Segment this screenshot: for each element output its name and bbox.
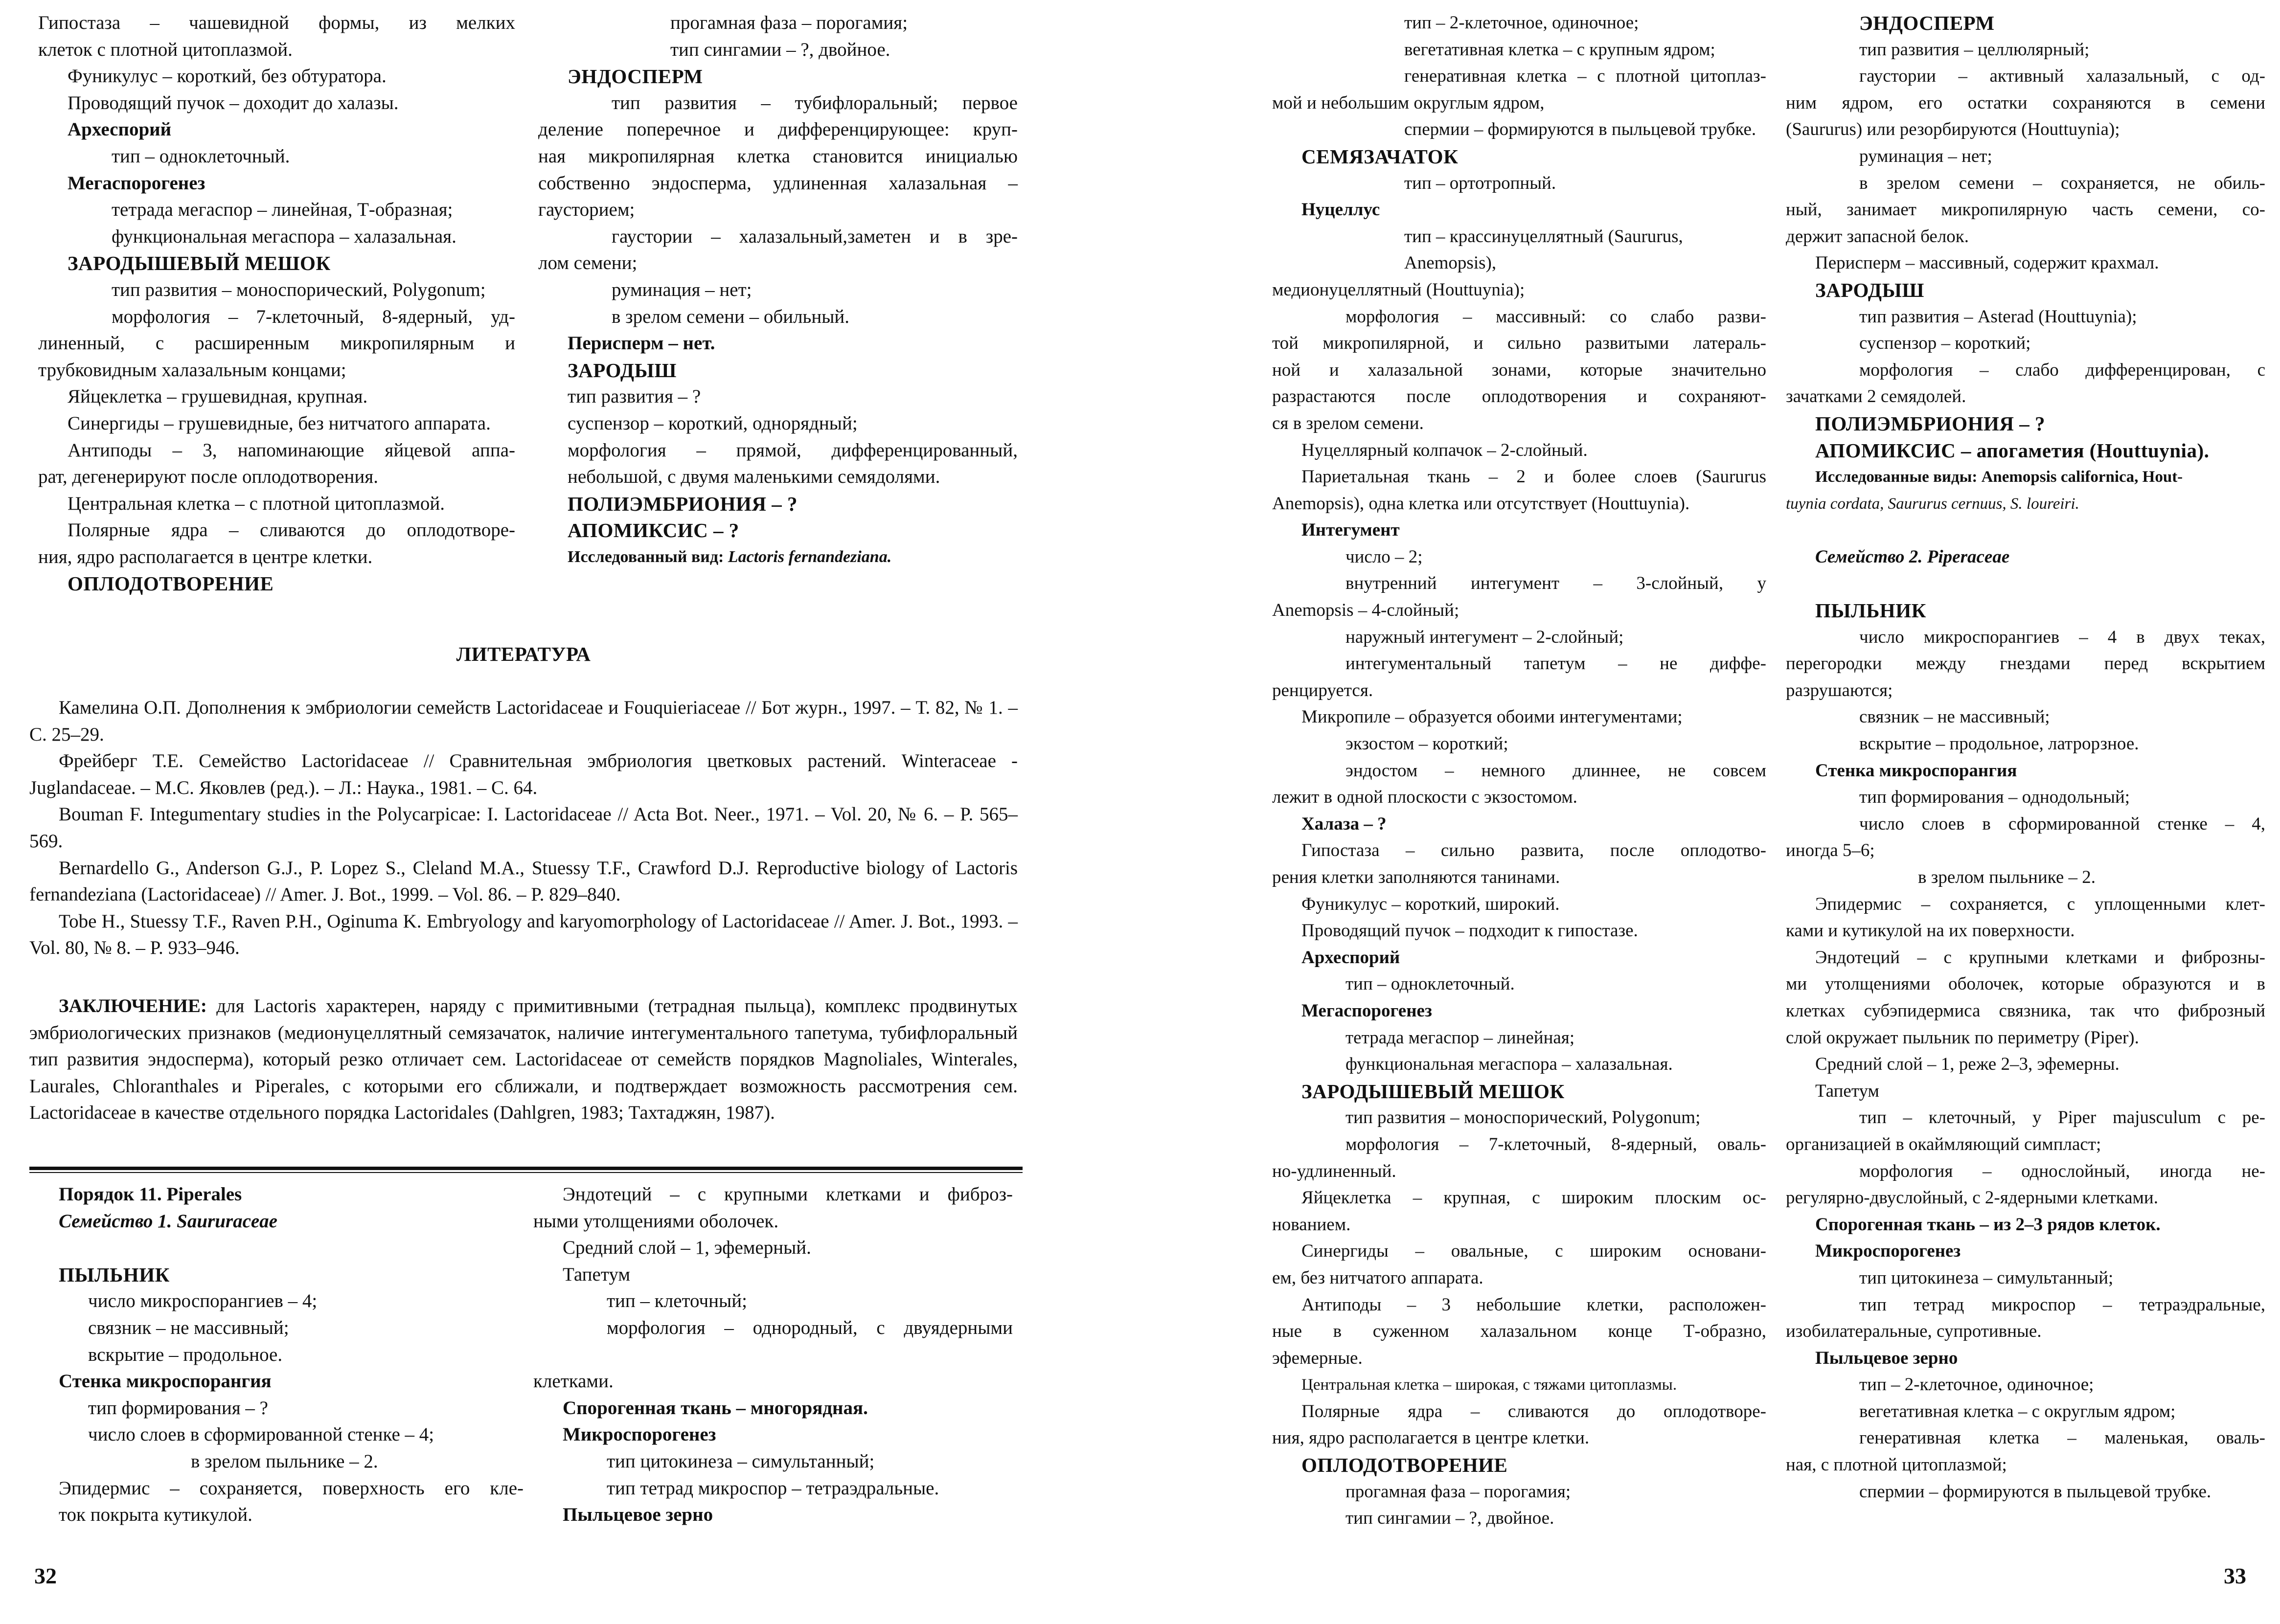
text-line: Эндотеций – с крупными клетками и фиброзны- — [1815, 947, 2265, 968]
text-line: тип – одноклеточный. — [1345, 974, 1515, 994]
text-line: ми утолщениями оболочек, которые образуются и в — [1786, 974, 2265, 994]
text-line: ный, занимает микропилярную часть семени, со- — [1786, 200, 2265, 220]
text-line: мой и небольшим округлым ядром, — [1272, 92, 1545, 113]
text-line: тип – клеточный; — [607, 1290, 747, 1312]
studied-species-label: Исследованный вид: — [568, 547, 724, 566]
conclusion-text: для Lactoris характерен, наряду с примитивными (тетрадная пыльца), комплекс продвинутых эмбриологических признаков (медионуцеллятный семязачаток, наличие интегументального тапетума, тубифлоральный тип развития эндосперма), который резко отличает сем. Lactoridaceae от семейств порядков Magnoliales, Winterales, Laurales, Chloranthales и Piperales, с которыми его сближали, и подтверждает возможность рассмотрения сем. Lactoridaceae в качестве отдельного порядка Lactoridales (Dahlgren, 1983; Тахтаджян, 1987). — [29, 995, 1018, 1124]
text-line: Антиподы – 3 небольшие клетки, расположен- — [1301, 1294, 1766, 1315]
text-line: тетрада мегаспор – линейная, Т-образная; — [112, 199, 453, 221]
text-line: тип развития – моноспорический, Polygonum; — [112, 279, 486, 300]
text-line: лом семени; — [538, 252, 638, 274]
section-subheading: Микроспорогенез — [563, 1424, 716, 1445]
section-subheading: Археспорий — [68, 119, 172, 140]
text-line: небольшой, с двумя маленькими семядолями. — [568, 466, 940, 488]
text-line: трубковидным халазальным концами; — [38, 359, 346, 381]
text-line: ток покрыта кутикулой. — [59, 1504, 252, 1526]
section-subheading: Перисперм – нет. — [568, 333, 715, 354]
text-line: ренцируется. — [1272, 680, 1373, 700]
left-bottom-right-column — [533, 1181, 1013, 1529]
text-line: регулярно-двуслойный, с 2-ядерными клетками. — [1786, 1188, 2158, 1208]
text-line: гаустории – халазальный,заметен и в зре- — [612, 226, 1018, 247]
text-line: наружный интегумент – 2-слойный; — [1345, 627, 1624, 647]
text-line: функциональная мегаспора – халазальная. — [112, 226, 456, 247]
text-line: морфология – однородный, с двуядерными — [607, 1317, 1013, 1338]
text-line: Перисперм – массивный, содержит крахмал. — [1815, 253, 2159, 273]
text-line: Фуникулус – короткий, без обтуратора. — [68, 66, 387, 87]
text-line: связник – не массивный; — [1859, 707, 2050, 727]
section-subheading: Халаза – ? — [1301, 813, 1387, 834]
text-line: Полярные ядра – сливаются до оплодотворе- — [1301, 1401, 1766, 1421]
text-line: вегетативная клетка – с крупным ядром; — [1404, 39, 1715, 60]
text-line: тип цитокинеза – симультанный; — [607, 1450, 875, 1472]
text-line: спермии – формируются в пыльцевой трубке. — [1404, 119, 1756, 140]
text-line: Гипостаза – чашевидной формы, из мелких — [38, 12, 515, 33]
text-line: руминация – нет; — [612, 279, 752, 300]
text-line: линенный, с расширенным микропилярным и — [38, 333, 515, 354]
text-line: ния, ядро располагается в центре клетки. — [1272, 1428, 1590, 1448]
text-line: Anemopsis – 4-слойный; — [1272, 600, 1459, 621]
spacer — [1786, 570, 2265, 597]
page-number-left: 32 — [34, 1563, 57, 1588]
text-line: медионуцеллятный (Houttuynia); — [1272, 279, 1525, 300]
reference-item: Bouman F. Integumentary studies in the Polycarpicae: I. Lactoridaceae // Acta Bot. Neer., 1971. – Vol. 20, № 6. – P. 565–569. — [29, 804, 1018, 852]
text-line: число микроспорангиев – 4; — [88, 1290, 318, 1312]
section-divider-thin — [29, 1172, 1023, 1173]
section-subheading: Нуцеллус — [1301, 200, 1380, 220]
text-line: число слоев в сформированной стенке – 4; — [88, 1424, 434, 1445]
text-line: тип развития – целлюлярный; — [1859, 39, 2090, 60]
page-number-right: 33 — [2224, 1563, 2246, 1588]
section-heading: ЭНДОСПЕРМ — [1859, 12, 1995, 34]
text-line: тип формирования – ? — [88, 1397, 268, 1419]
text-line: иногда 5–6; — [1786, 840, 1875, 861]
section-heading: ЗАРОДЫШ — [568, 359, 677, 382]
reference-item: Камелина О.П. Дополнения к эмбриологии семейств Lactoridaceae и Fouquieriaceae // Бот журн., 1997. – Т. 82, № 1. – С. 25–29. — [29, 697, 1018, 745]
text-line: Микропиле – образуется обоими интегументами; — [1301, 707, 1683, 727]
text-line: связник – не массивный; — [88, 1317, 289, 1338]
section-heading: ПЫЛЬНИК — [59, 1263, 170, 1286]
text-line: Средний слой – 1, эфемерный. — [563, 1237, 811, 1259]
text-line: тип – ортотропный. — [1404, 173, 1556, 193]
section-subheading: Пыльцевое зерно — [1815, 1348, 1958, 1368]
section-heading: ОПЛОДОТВОРЕНИЕ — [68, 572, 274, 595]
text-line: лежит в одной плоскости с экзостомом. — [1272, 787, 1577, 808]
text-line: функциональная мегаспора – халазальная. — [1345, 1054, 1673, 1075]
section-subheading: Мегаспорогенез — [1301, 1000, 1432, 1021]
right-right-column — [1786, 10, 2265, 1505]
text-line: тип сингамии – ?, двойное. — [1345, 1508, 1554, 1529]
text-line: ния, ядро располагается в центре клетки. — [38, 546, 373, 567]
text-line: тип развития – Asterad (Houttuynia); — [1859, 306, 2137, 327]
text-line: морфология – прямой, дифференцированный, — [568, 439, 1018, 461]
text-line: Спорогенная ткань – многорядная. — [563, 1397, 868, 1419]
text-line: в зрелом семени – сохраняется, не обиль- — [1859, 173, 2265, 193]
section-divider — [29, 1167, 1023, 1170]
text-line: в зрелом семени – обильный. — [612, 306, 850, 327]
text-line: тип цитокинеза – симультанный; — [1859, 1267, 2114, 1288]
text-line: число – 2; — [1345, 546, 1423, 567]
text-line: зачатками 2 семядолей. — [1786, 386, 1966, 407]
text-line: ся в зрелом семени. — [1272, 413, 1424, 433]
text-line: морфология – 7-клеточный, 8-ядерный, уд- — [112, 306, 515, 327]
text-line: разрастаются после оплодотворения и сохраняют- — [1272, 386, 1766, 407]
section-heading: СЕМЯЗАЧАТОК — [1301, 145, 1459, 168]
text-line: клеток с плотной цитоплазмой. — [38, 39, 293, 60]
text-line: в зрелом пыльнике – 2. — [1918, 867, 2096, 887]
text-line: Париетальная ткань – 2 и более слоев (Saururus — [1301, 467, 1766, 487]
text-line: эфемерные. — [1272, 1348, 1363, 1368]
section-heading: АПОМИКСИС – апогаметия (Houttuynia). — [1815, 439, 2210, 462]
text-line: вскрытие – продольное. — [88, 1344, 283, 1365]
section-subheading: Стенка микроспорангия — [1815, 760, 2017, 781]
text-line: тип развития – моноспорический, Polygonum; — [1345, 1107, 1701, 1128]
text-line: генеративная клетка – маленькая, оваль- — [1859, 1428, 2265, 1448]
text-line: рения клетки заполняются танинами. — [1272, 867, 1560, 887]
text-line: той микропилярной, и сильно развитыми латераль- — [1272, 333, 1766, 354]
section-heading: АПОМИКСИС – ? — [568, 519, 739, 542]
text-line: изобилатеральные, супротивные. — [1786, 1321, 2042, 1342]
text-line: Исследованные виды: Anemopsis californica, Hout- — [1815, 468, 2183, 486]
text-line: эндостом – немного длиннее, не совсем — [1345, 760, 1766, 781]
section-heading: ЗАРОДЫШЕВЫЙ МЕШОК — [68, 252, 331, 275]
text-line: нованием. — [1272, 1214, 1351, 1235]
text-line: суспензор – короткий; — [1859, 333, 2031, 354]
text-line: экзостом – короткий; — [1345, 734, 1508, 754]
text-line: ная микропилярная клетка становится инициалью — [538, 145, 1018, 167]
spacer — [59, 1235, 524, 1262]
text-line: Гипостаза – сильно развита, после оплодотво- — [1301, 840, 1766, 861]
text-line: Тапетум — [1815, 1081, 1879, 1101]
section-heading: ПОЛИЭМБРИОНИЯ – ? — [568, 492, 798, 515]
left-bottom-left-column — [59, 1181, 524, 1529]
text-line: вегетативная клетка – с округлым ядром; — [1859, 1401, 2176, 1421]
section-subheading: Мегаспорогенез — [68, 172, 205, 194]
text-line: тип развития – тубифлоральный; первое — [612, 92, 1018, 113]
text-line: вскрытие – продольное, латрорзное. — [1859, 734, 2139, 754]
text-line: тип – одноклеточный. — [112, 145, 290, 167]
text-line: клетках субэпидермиса связника, так что фиброзный — [1786, 1000, 2265, 1021]
section-heading: ЭНДОСПЕРМ — [568, 65, 703, 88]
section-heading: ОПЛОДОТВОРЕНИЕ — [1301, 1454, 1508, 1477]
text-line: морфология – массивный: со слабо разви- — [1345, 306, 1766, 327]
section-heading: ЗАРОДЫШ — [1815, 278, 1924, 301]
family-heading: Семейство 1. Saururaceae — [59, 1210, 277, 1232]
text-line: руминация – нет; — [1859, 146, 1992, 166]
text-line: прогамная фаза – порогамия; — [1345, 1481, 1571, 1502]
text-line: слой окружает пыльник по периметру (Piper). — [1786, 1027, 2139, 1048]
text-line: Тапетум — [563, 1263, 631, 1285]
text-line: Яйцеклетка – грушевидная, крупная. — [68, 386, 368, 407]
text-line: ним ядром, его остатки сохраняются в семени — [1786, 92, 2265, 113]
text-line: тип – 2-клеточное, одиночное; — [1404, 13, 1639, 33]
studied-species — [538, 544, 1018, 571]
text-line: Проводящий пучок – доходит до халазы. — [68, 92, 399, 113]
section-subheading: Стенка микроспорангия — [59, 1371, 272, 1392]
text-line: генеративная клетка – с плотной цитоплаз- — [1404, 66, 1766, 87]
text-line: ем, без нитчатого аппарата. — [1272, 1267, 1483, 1288]
text-line: морфология – 7-клеточный, 8-ядерный, оваль- — [1345, 1134, 1766, 1154]
text-line: ками и кутикулой на их поверхности. — [1786, 921, 2075, 941]
text-line: Нуцеллярный колпачок – 2-слойный. — [1301, 440, 1588, 460]
text-line: ной и халазальной зонами, которые значительно — [1272, 360, 1766, 380]
left-top-left-column — [38, 10, 515, 597]
text-line: ные в суженном халазальном конце Т-образно, — [1272, 1321, 1766, 1342]
text-line: (Saururus) или резорбируются (Houttuynia); — [1786, 119, 2120, 140]
section-heading: ЗАРОДЫШЕВЫЙ МЕШОК — [1301, 1080, 1565, 1103]
text-line: Полярные ядра – сливаются до оплодотворе- — [68, 519, 515, 541]
text-line: Эпидермис – сохраняется, с уплощенными клет- — [1815, 894, 2265, 914]
text-line: Центральная клетка – широкая, с тяжами цитоплазмы. — [1301, 1376, 1677, 1394]
order-heading: Порядок 11. Piperales — [59, 1184, 242, 1205]
section-heading: ПЫЛЬНИК — [1815, 599, 1926, 622]
text-line: спермии – формируются в пыльцевой трубке. — [1859, 1481, 2212, 1502]
text-line: ными утолщениями оболочек. — [533, 1210, 779, 1232]
text-line: морфология – слабо дифференцирован, с — [1859, 360, 2265, 380]
right-left-column — [1272, 10, 1766, 1532]
text-line: разрушаются; — [1786, 680, 1893, 700]
text-line: клетками. — [533, 1371, 614, 1392]
text-line: Средний слой – 1, реже 2–3, эфемерны. — [1815, 1054, 2120, 1075]
studied-species-name: Lactoris fernandeziana. — [728, 547, 892, 566]
text-line: Антиподы – 3, напоминающие яйцевой аппа- — [68, 439, 515, 461]
section-subheading: Интегумент — [1301, 520, 1400, 541]
text-line: гаусторием; — [538, 199, 635, 221]
text-line: Фуникулус – короткий, широкий. — [1301, 894, 1560, 914]
text-line: Центральная клетка – с плотной цитоплазмой. — [68, 493, 445, 514]
text-line: тип тетрад микроспор – тетраэдральные, — [1859, 1294, 2265, 1315]
text-line: тип сингамии – ?, двойное. — [670, 39, 890, 60]
text-line: Эндотеций – с крупными клетками и фиброз- — [563, 1184, 1013, 1205]
text-line: тип тетрад микроспор – тетраэдральные. — [607, 1477, 939, 1499]
left-top-right-column — [538, 10, 1018, 570]
text-line: собственно эндосперма, удлиненная халазальная – — [538, 172, 1018, 194]
text-line: число микроспорангиев – 4 в двух теках, — [1859, 627, 2265, 647]
text-line: рат, дегенерируют после оплодотворения. — [38, 466, 378, 488]
text-line: ная, с плотной цитоплазмой; — [1786, 1455, 2007, 1475]
text-line: деление поперечное и дифференцирующее: круп- — [538, 119, 1018, 140]
text-line: Проводящий пучок – подходит к гипостазе. — [1301, 921, 1638, 941]
text-line: тип – 2-клеточное, одиночное; — [1859, 1375, 2094, 1395]
text-line: организацией в окаймляющий симпласт; — [1786, 1134, 2101, 1154]
text-line: гаустории – активный халазальный, с од- — [1859, 66, 2265, 87]
references-list — [29, 695, 1018, 962]
spacer — [1786, 517, 2265, 544]
text-line: тетрада мегаспор – линейная; — [1345, 1027, 1575, 1048]
literature-title — [29, 641, 1018, 669]
text-line: интегументальный тапетум – не диффе- — [1345, 654, 1766, 674]
text-line: Синергиды – грушевидные, без нитчатого аппарата. — [68, 412, 491, 434]
reference-item: Фрейберг Т.Е. Семейство Lactoridaceae // Сравнительная эмбриология цветковых растений. Winteraceae - Juglandaceae. – М.С. Яковлев (ред.). – Л.: Наука., 1981. – С. 64. — [29, 750, 1018, 798]
reference-item: Bernardello G., Anderson G.J., P. Lopez S., Cleland M.A., Stuessy T.F., Crawford D.J. Reproductive biology of Lactoris fernandeziana (Lactoridaceae) // Amer. J. Bot., 1999. – Vol. 86. – P. 829–840. — [29, 857, 1018, 905]
text-line: тип – крассинуцеллятный (Saururus, Anemopsis), — [1404, 226, 1683, 273]
text-line: tuynia cordata, Saururus cernuus, S. loureiri. — [1786, 495, 2079, 513]
text-line: Спорогенная ткань – из 2–3 рядов клеток. — [1815, 1214, 2161, 1235]
text-line: но-удлиненный. — [1272, 1161, 1396, 1181]
section-heading: ПОЛИЭМБРИОНИЯ – ? — [1815, 412, 2046, 435]
text-line: морфология – однослойный, иногда не- — [1859, 1161, 2265, 1181]
text-line: тип – клеточный, у Piper majusculum с ре- — [1859, 1107, 2265, 1128]
text-line: Синергиды – овальные, с широким основани- — [1301, 1241, 1766, 1262]
spacer — [533, 1342, 1013, 1369]
reference-item: Tobe H., Stuessy T.F., Raven P.H., Oginuma K. Embryology and karyomorphology of Lactoridaceae // Amer. J. Bot., 1993. – Vol. 80, № 8. – P. 933–946. — [29, 910, 1018, 959]
text-line: перегородки между гнездами перед вскрытием — [1786, 654, 2265, 674]
conclusion — [29, 993, 1018, 1127]
text-line: Эпидермис – сохраняется, поверхность его кле- — [59, 1477, 524, 1499]
section-subheading: Пыльцевое зерно — [563, 1504, 713, 1526]
text-line: Anemopsis), одна клетка или отсутствует (Houttuynia). — [1272, 493, 1690, 514]
text-line: держит запасной белок. — [1786, 226, 1969, 247]
section-subheading: Микроспорогенез — [1815, 1241, 1961, 1262]
text-line: внутренний интегумент – 3-слойный, у — [1345, 573, 1766, 594]
literature-heading: ЛИТЕРАТУРА — [456, 643, 591, 665]
text-line: число слоев в сформированной стенке – 4, — [1859, 813, 2265, 834]
conclusion-label: ЗАКЛЮЧЕНИЕ: — [59, 995, 207, 1016]
text-line: в зрелом пыльнике – 2. — [191, 1450, 378, 1472]
section-subheading: Археспорий — [1301, 947, 1400, 968]
text-line: тип формирования – однодольный; — [1859, 787, 2130, 808]
text-line: тип развития – ? — [568, 386, 701, 407]
text-line: прогамная фаза – порогамия; — [670, 12, 908, 33]
text-line: Яйцеклетка – крупная, с широким плоским ос- — [1301, 1188, 1766, 1208]
family-heading: Семейство 2. Piperaceae — [1815, 546, 2010, 567]
text-line: суспензор – короткий, однорядный; — [568, 412, 858, 434]
